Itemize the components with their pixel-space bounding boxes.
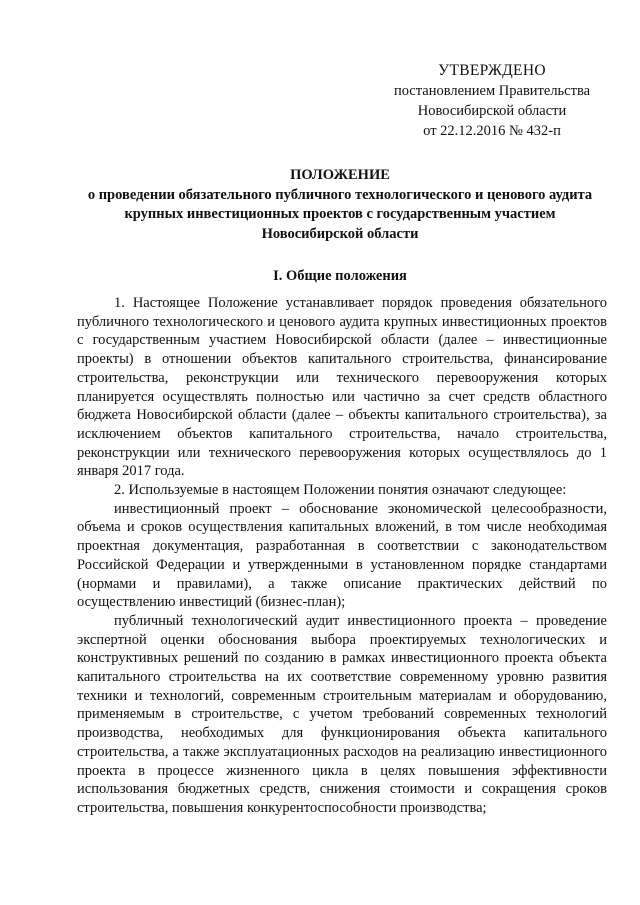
paragraph: 1. Настоящее Положение устанавливает порядок проведения обязательного публичного технологического и ценового аудита крупных инвестиционных проектов с государственным участием Новосибирской области (далее – инвестиционные проекты) в отношении объектов капитального строительства, финансирование строительства, реконструкции или технического перевооружения которых планируется осуществлять полностью или частично за счет средств областного бюджета Новосибирской области (далее – объекты капитального строительства), за исключением объектов капитального строительства, начало строительства, реконструкции или технического перевооружения которых осуществлялось до 1 января 2017 года. bbox=[77, 295, 607, 480]
paragraph: инвестиционный проект – обоснование экономической целесообразности, объема и сроков осуществления капитальных вложений, в том числе необходимая проектная документация, разработанная в соответствии с законодательством Российской Федерации и утвержденными в установленном порядке стандартами (нормами и правилами), а также описание практических действий по осуществлению инвестиций (бизнес-план); bbox=[77, 500, 607, 611]
document-body bbox=[77, 294, 607, 818]
approval-stamp bbox=[380, 61, 604, 141]
title-line-3: Новосибирской области bbox=[261, 225, 419, 242]
approval-line-1: постановлением Правительства bbox=[393, 83, 591, 99]
paragraph: 2. Используемые в настоящем Положении понятия означают следующее: bbox=[114, 482, 567, 499]
approval-line-3: от 22.12.2016 № 432-п bbox=[423, 123, 561, 139]
title-line-1: о проведении обязательного публичного технологического и ценового аудита bbox=[87, 186, 593, 203]
title-heading: ПОЛОЖЕНИЕ bbox=[290, 167, 390, 183]
title-line-2: крупных инвестиционных проектов с государственным участием bbox=[124, 206, 556, 222]
approval-line-2: Новосибирской области bbox=[417, 103, 567, 119]
document-title bbox=[60, 166, 620, 244]
section-heading: I. Общие положения bbox=[273, 268, 407, 284]
approval-heading: УТВЕРЖДЕНО bbox=[438, 62, 546, 79]
paragraph: публичный технологический аудит инвестиционного проекта – проведение экспертной оценки обоснования выбора проектируемых технологических и конструктивных решений по созданию в рамках инвестиционного проекта объекта капитального строительства на их соответствие современному уровню развития техники и технологий, современным строительным материалам и оборудованию, применяемым в строительстве, с учетом требований современных технологий производства, необходимых для функционирования объекта капитального строительства, а также эксплуатационных расходов на реализацию инвестиционного проекта в процессе жизненного цикла в целях повышения эффективности использования бюджетных средств, снижения стоимости и сокращения сроков строительства, повышения конкурентоспособности производства; bbox=[77, 612, 607, 816]
